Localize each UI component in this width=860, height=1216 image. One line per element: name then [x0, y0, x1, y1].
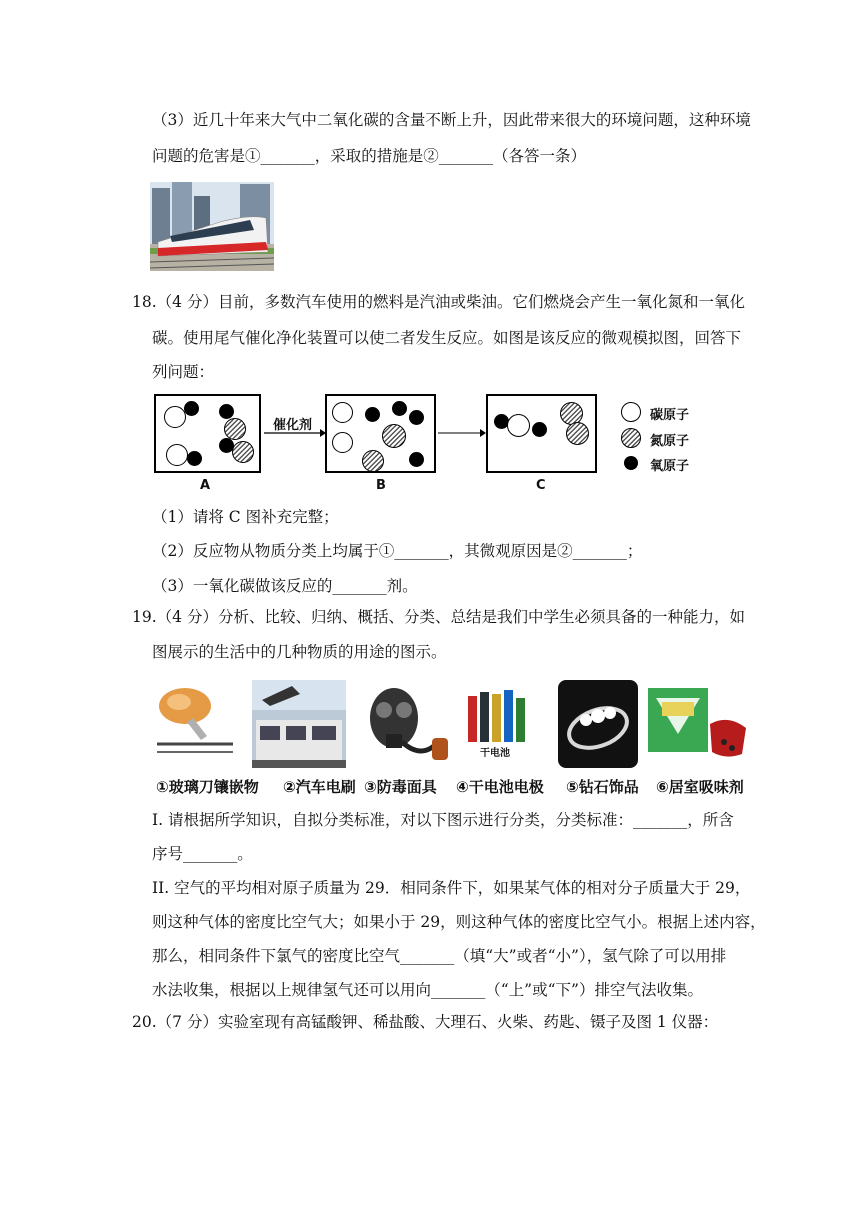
q19-part2-line2: 则这种气体的密度比空气大；如果小于 29，则这种气体的密度比空气小。根据上述内容， [152, 913, 766, 931]
carbon-atom [507, 414, 530, 437]
caption-deodorizer: ⑥居室吸味剂 [656, 778, 744, 796]
nitrogen-atom [566, 422, 589, 445]
oxygen-atom [187, 451, 202, 466]
catalyst-label: 催化剂 [273, 418, 313, 433]
nitrogen-atom [224, 418, 246, 440]
q17-part3-line2: 问题的危害是①_______，采取的措施是②_______（各答一条） [152, 147, 587, 165]
q18-line2: 碳。使用尾气催化净化装置可以使二者发生反应。如图是该反应的微观模拟图，回答下 [152, 329, 742, 347]
battery-image [462, 680, 538, 770]
caption-glass-cutter: ①玻璃刀镶嵌物 [156, 778, 259, 796]
legend-oxygen-icon [624, 456, 638, 470]
q18-sub3: （3）一氧化碳做该反应的_______剂。 [152, 577, 418, 595]
arrow-bc [436, 428, 488, 438]
q19-part1-line2: 序号_______。 [152, 845, 253, 863]
carbon-atom [164, 406, 186, 428]
caption-diamond: ⑤钻石饰品 [566, 778, 639, 796]
arrow-ab [262, 428, 328, 438]
oxygen-atom [409, 410, 424, 425]
q19-line2: 图展示的生活中的几种物质的用途的图示。 [152, 643, 447, 661]
frame-a [154, 394, 261, 473]
legend-nitrogen-label: 氮原子 [650, 434, 690, 449]
q18-line3: 列问题： [152, 363, 215, 381]
caption-gas-mask: ③防毒面具 [364, 778, 437, 796]
legend-carbon-icon [621, 402, 641, 422]
oxygen-atom [219, 404, 234, 419]
q19-part1-line1: I. 请根据所学知识，自拟分类标准，对以下图示进行分类，分类标准：_______，所含 [152, 811, 734, 829]
frame-a-label: A [200, 478, 211, 493]
nitrogen-atom [382, 424, 406, 448]
diamond-ring-image [558, 680, 638, 768]
tram-brush-image [252, 680, 346, 768]
frame-b-label: B [376, 478, 386, 493]
legend-nitrogen-icon [621, 428, 641, 448]
legend-carbon-label: 碳原子 [650, 408, 690, 423]
deodorizer-image [646, 684, 754, 770]
q19-line1: 19.（4 分）分析、比较、归纳、概括、分类、总结是我们中学生必须具备的一种能力，如 [132, 608, 745, 626]
oxygen-atom [365, 407, 380, 422]
carbon-atom [332, 432, 353, 453]
q17-part3-line1: （3）近几十年来大气中二氧化碳的含量不断上升，因此带来很大的环境问题，这种环境 [152, 111, 751, 129]
q18-sub1: （1）请将 C 图补充完整； [152, 508, 339, 526]
nitrogen-atom [362, 450, 384, 472]
caption-car-brush: ②汽车电刷 [283, 778, 356, 796]
q20-line1: 20.（7 分）实验室现有高锰酸钾、稀盐酸、大理石、火柴、药匙、镊子及图 1 仪器： [132, 1013, 719, 1031]
carbon-atom [332, 402, 353, 423]
gas-mask-image [362, 680, 452, 768]
q19-part2-line4: 水法收集，根据以上规律氢气还可以用向_______（“上”或“下”）排空气法收集。 [152, 981, 703, 999]
q18-line1: 18.（4 分）目前，多数汽车使用的燃料是汽油或柴油。它们燃烧会产生一氧化氮和一氧化 [132, 293, 745, 311]
q19-part2-line3: 那么，相同条件下氯气的密度比空气_______（填“大”或者“小”），氢气除了可以用排 [152, 947, 727, 965]
glass-cutter-image [155, 678, 235, 770]
carbon-atom [166, 444, 188, 466]
tram-photo [150, 182, 274, 271]
frame-c-label: C [536, 478, 546, 493]
battery-label: 干电池 [480, 748, 510, 759]
nitrogen-atom [232, 441, 254, 463]
frame-b [325, 394, 436, 473]
legend-oxygen-label: 氧原子 [650, 459, 690, 474]
oxygen-atom [184, 401, 199, 416]
caption-battery-electrode: ④干电池电极 [456, 778, 544, 796]
oxygen-atom [392, 401, 407, 416]
q18-sub2: （2）反应物从物质分类上均属于①_______，其微观原因是②_______； [152, 542, 643, 560]
frame-c [486, 394, 597, 473]
q19-part2-line1: II. 空气的平均相对原子质量为 29．相同条件下，如果某气体的相对分子质量大于 29， [152, 879, 751, 897]
oxygen-atom [409, 452, 424, 467]
oxygen-atom [532, 422, 547, 437]
